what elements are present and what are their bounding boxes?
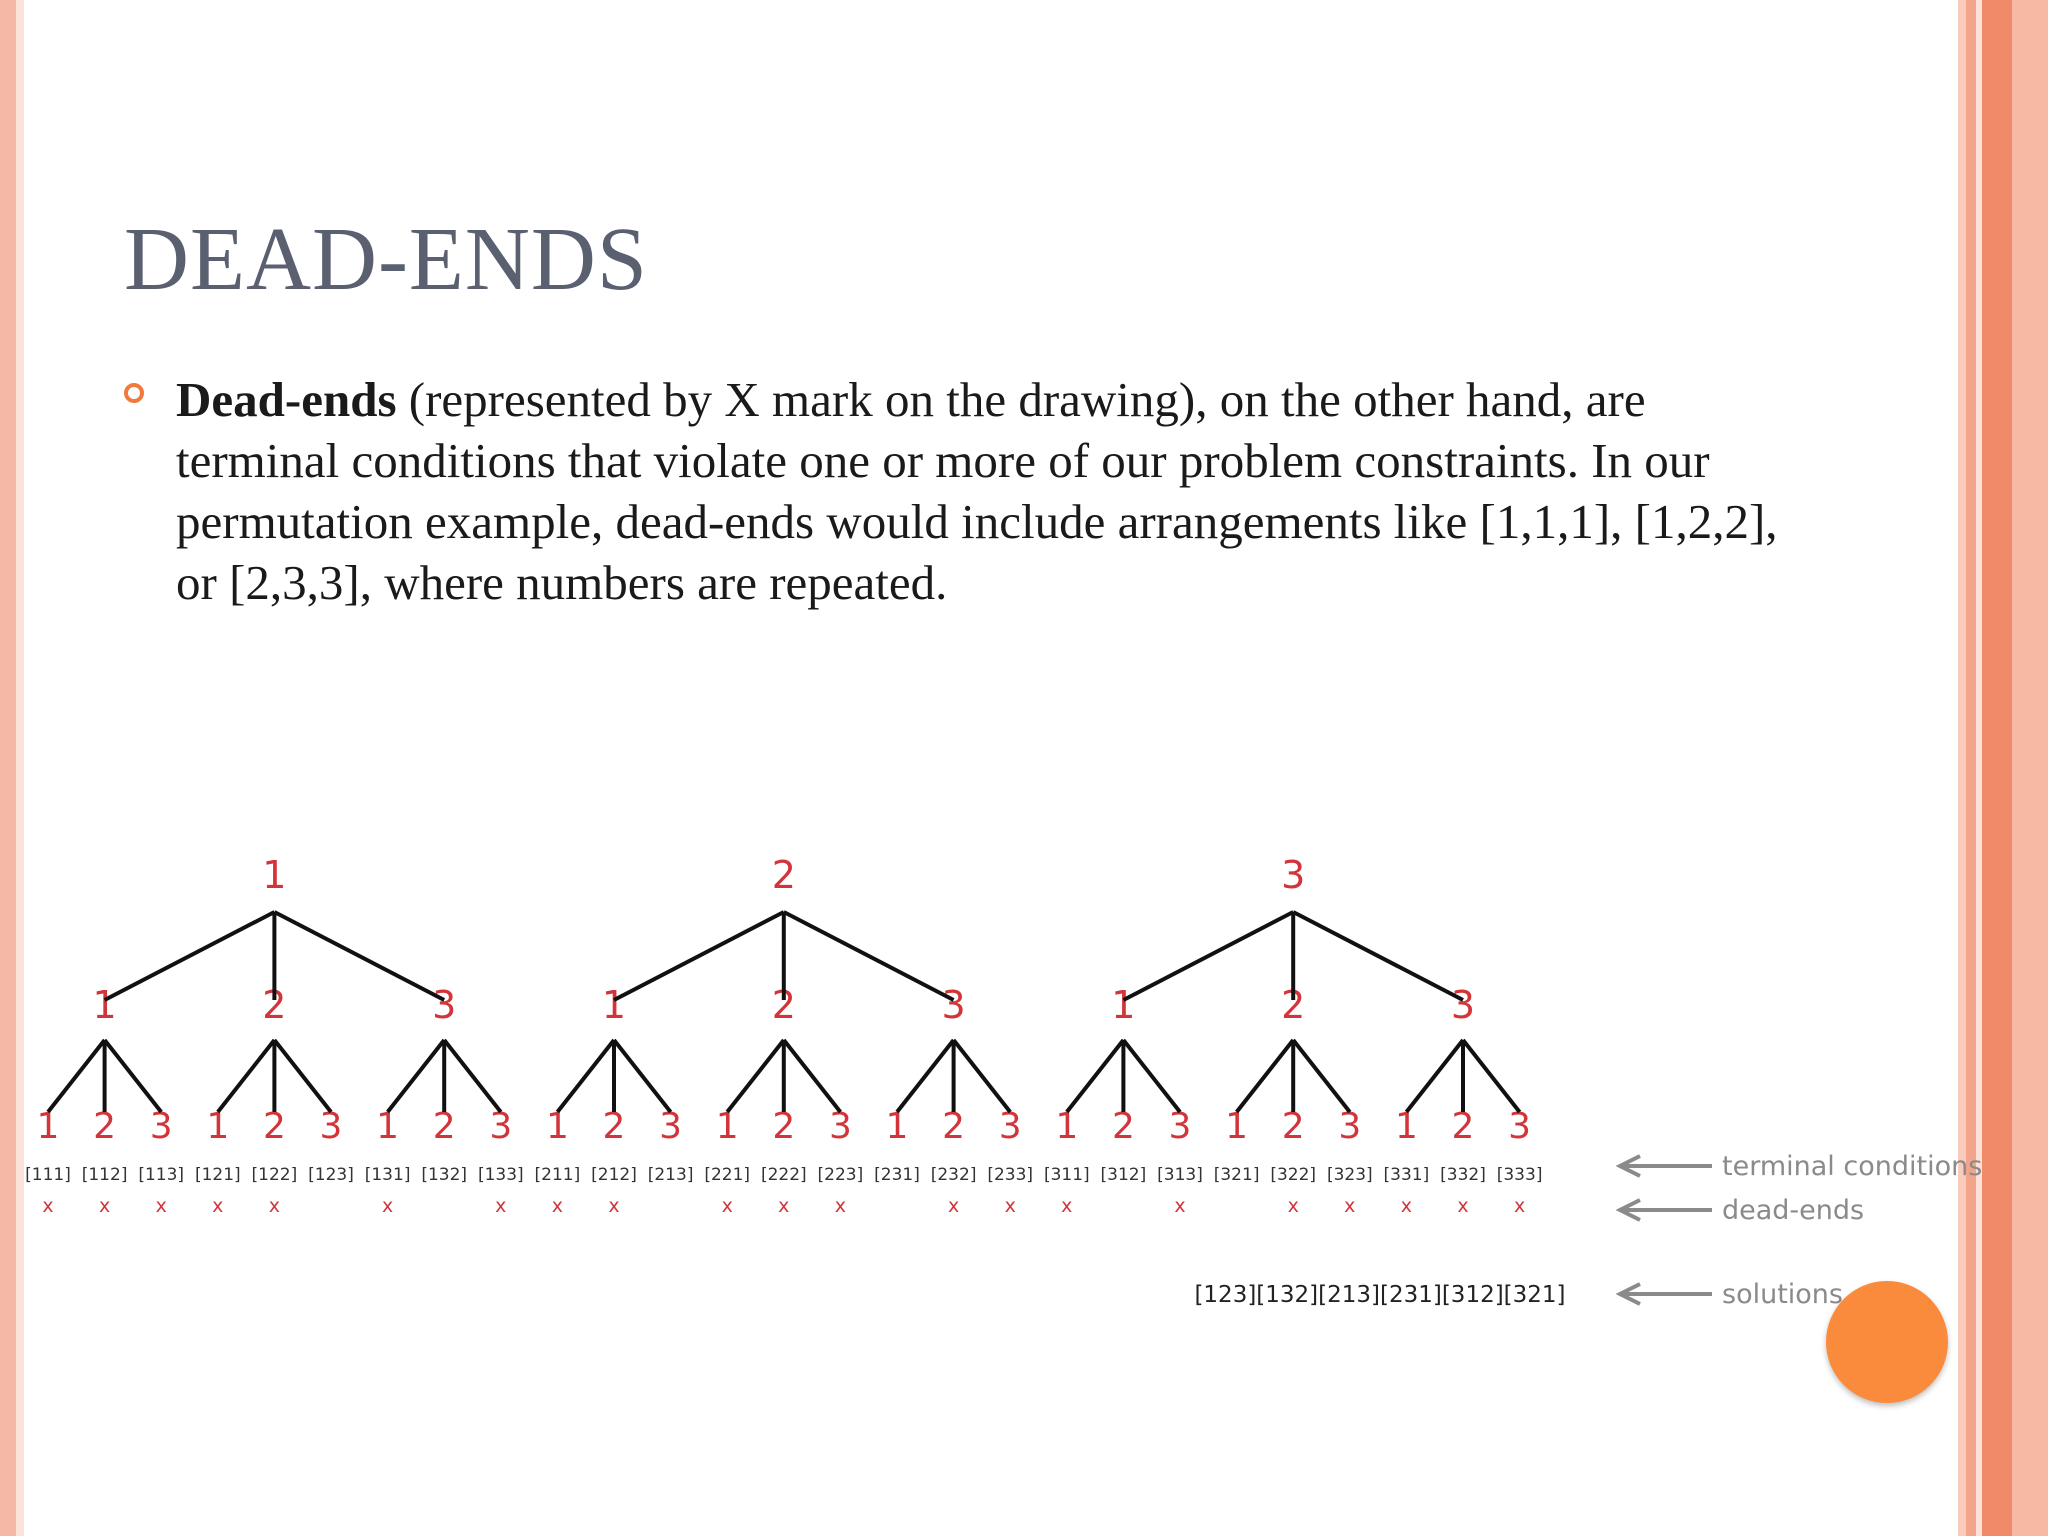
tree-edge <box>557 1040 614 1112</box>
dead-end-mark: x <box>947 1195 960 1217</box>
leaf-node: 1 <box>1055 1106 1079 1147</box>
tree-edge <box>614 912 784 1000</box>
tree-edge <box>784 912 954 1000</box>
tree-edge <box>1123 912 1293 1000</box>
dead-end-mark: x <box>42 1195 54 1217</box>
tree-edge <box>444 1040 501 1112</box>
orange-circle-decoration <box>1826 1281 1948 1403</box>
root-node: 3 <box>1281 853 1306 897</box>
terminal-condition: [333] <box>1496 1165 1543 1185</box>
leaf-node: 1 <box>545 1106 569 1147</box>
terminal-conditions-label: terminal conditions <box>1722 1151 1983 1182</box>
leaf-node: 2 <box>1111 1106 1135 1147</box>
bullet-circle-icon <box>124 383 144 403</box>
level2-node: 1 <box>601 983 627 1027</box>
leaf-node: 2 <box>93 1106 117 1147</box>
leaf-node: 2 <box>432 1106 456 1147</box>
leaf-node: 2 <box>942 1106 966 1147</box>
leaf-node: 1 <box>36 1106 60 1147</box>
tree-edge <box>105 912 275 1000</box>
leaf-node: 2 <box>1281 1106 1305 1147</box>
terminal-condition: [323] <box>1326 1165 1373 1185</box>
terminal-condition: [321] <box>1213 1165 1260 1185</box>
terminal-condition: [222] <box>760 1165 807 1185</box>
terminal-condition: [122] <box>251 1165 298 1185</box>
dead-ends-label: dead-ends <box>1722 1195 1865 1226</box>
terminal-condition: [123] <box>308 1165 354 1185</box>
level2-node: 3 <box>432 983 457 1027</box>
tree-edge <box>274 1040 331 1112</box>
solutions-list: [123][132][213][231][312][321] <box>1194 1282 1566 1308</box>
terminal-condition: [213] <box>647 1165 694 1185</box>
leaf-node: 3 <box>828 1106 852 1147</box>
bullet-text <box>176 369 1816 613</box>
leaf-node: 1 <box>206 1106 230 1147</box>
dead-end-mark: x <box>1061 1195 1073 1217</box>
leaf-node: 3 <box>1338 1106 1362 1147</box>
dead-end-mark: x <box>1174 1195 1186 1217</box>
dead-end-mark: x <box>608 1195 620 1217</box>
terminal-condition: [312] <box>1100 1165 1147 1185</box>
tree-edge <box>388 1040 445 1112</box>
terminal-condition: [221] <box>704 1165 751 1185</box>
leaf-node: 2 <box>1451 1106 1475 1147</box>
tree-edge <box>897 1040 954 1112</box>
dead-end-mark: x <box>1004 1195 1016 1217</box>
solutions-label: solutions <box>1722 1279 1843 1310</box>
tree-edge <box>727 1040 784 1112</box>
dead-end-mark: x <box>212 1195 224 1217</box>
leaf-node: 3 <box>659 1106 683 1147</box>
slide-title: DEAD-ENDS <box>124 210 648 309</box>
leaf-node: 1 <box>715 1106 739 1147</box>
terminal-condition: [211] <box>534 1165 581 1185</box>
tree-edge <box>614 1040 671 1112</box>
dead-end-mark: x <box>381 1195 394 1217</box>
tree-edge <box>1237 1040 1294 1112</box>
terminal-condition: [131] <box>364 1165 411 1185</box>
terminal-condition: [233] <box>987 1165 1034 1185</box>
dead-end-mark: x <box>495 1195 507 1217</box>
tree-edge <box>218 1040 275 1112</box>
terminal-condition: [132] <box>421 1165 468 1185</box>
dead-end-mark: x <box>98 1195 111 1217</box>
tree-edge <box>954 1040 1011 1112</box>
root-node: 1 <box>262 853 287 897</box>
leaf-node: 3 <box>149 1106 173 1147</box>
leaf-node: 2 <box>262 1106 286 1147</box>
leaf-node: 1 <box>885 1106 909 1147</box>
terminal-condition: [313] <box>1157 1165 1203 1185</box>
terminal-condition: [331] <box>1383 1165 1430 1185</box>
tree-edge <box>1293 1040 1350 1112</box>
level2-node: 1 <box>1111 983 1136 1027</box>
dead-end-mark: x <box>1457 1195 1469 1217</box>
tree-edge <box>105 1040 162 1112</box>
tree-edge <box>48 1040 105 1112</box>
dead-end-mark: x <box>268 1195 281 1217</box>
tree-edge <box>274 912 444 1000</box>
dead-end-mark: x <box>1287 1195 1299 1217</box>
level2-node: 2 <box>1281 983 1306 1027</box>
level2-node: 3 <box>1450 983 1476 1027</box>
permutation-tree-diagram <box>0 850 2048 1330</box>
dead-end-mark: x <box>834 1195 847 1217</box>
terminal-condition: [223] <box>817 1165 864 1185</box>
leaf-node: 3 <box>998 1106 1022 1147</box>
dead-end-mark: x <box>1513 1195 1526 1217</box>
bullet-body: (represented by X mark on the drawing), on the other hand, are terminal conditions that violate one or more of our problem constraints. In our permutation example, dead-ends would include arrangements like [1,1,1], [1,2,2], or [2,3,3], where numbers are repeated. <box>176 372 1778 610</box>
tree-edge <box>1067 1040 1124 1112</box>
terminal-condition: [311] <box>1043 1165 1090 1185</box>
terminal-condition: [121] <box>194 1165 241 1185</box>
level2-node: 1 <box>92 983 117 1027</box>
dead-end-mark: x <box>721 1195 733 1217</box>
root-node: 2 <box>771 853 796 897</box>
leaf-node: 3 <box>1508 1106 1532 1147</box>
tree-edge <box>784 1040 841 1112</box>
terminal-condition: [212] <box>591 1165 637 1185</box>
tree-edge <box>1406 1040 1463 1112</box>
level2-node: 2 <box>771 983 796 1027</box>
bullet-bold-term: Dead-ends <box>176 372 397 427</box>
terminal-condition: [133] <box>477 1165 524 1185</box>
tree-edge <box>1463 1040 1520 1112</box>
terminal-condition: [111] <box>25 1165 71 1185</box>
dead-end-mark: x <box>778 1195 790 1217</box>
tree-edge <box>1293 912 1463 1000</box>
level2-node: 3 <box>941 983 966 1027</box>
leaf-node: 1 <box>1225 1106 1249 1147</box>
leaf-node: 1 <box>376 1106 400 1147</box>
dead-end-mark: x <box>551 1195 564 1217</box>
dead-end-mark: x <box>1400 1195 1413 1217</box>
dead-end-mark: x <box>1344 1195 1356 1217</box>
terminal-condition: [322] <box>1270 1165 1317 1185</box>
leaf-node: 3 <box>489 1106 513 1147</box>
level2-node: 2 <box>262 983 287 1027</box>
leaf-node: 1 <box>1394 1106 1418 1147</box>
terminal-condition: [112] <box>81 1165 128 1185</box>
leaf-node: 3 <box>319 1106 343 1147</box>
terminal-condition: [113] <box>138 1165 185 1185</box>
terminal-condition: [332] <box>1440 1165 1486 1185</box>
terminal-condition: [232] <box>930 1165 977 1185</box>
dead-end-mark: x <box>155 1195 167 1217</box>
leaf-node: 2 <box>772 1106 796 1147</box>
terminal-condition: [231] <box>874 1165 920 1185</box>
leaf-node: 3 <box>1168 1106 1192 1147</box>
tree-edge <box>1123 1040 1180 1112</box>
leaf-node: 2 <box>602 1106 626 1147</box>
